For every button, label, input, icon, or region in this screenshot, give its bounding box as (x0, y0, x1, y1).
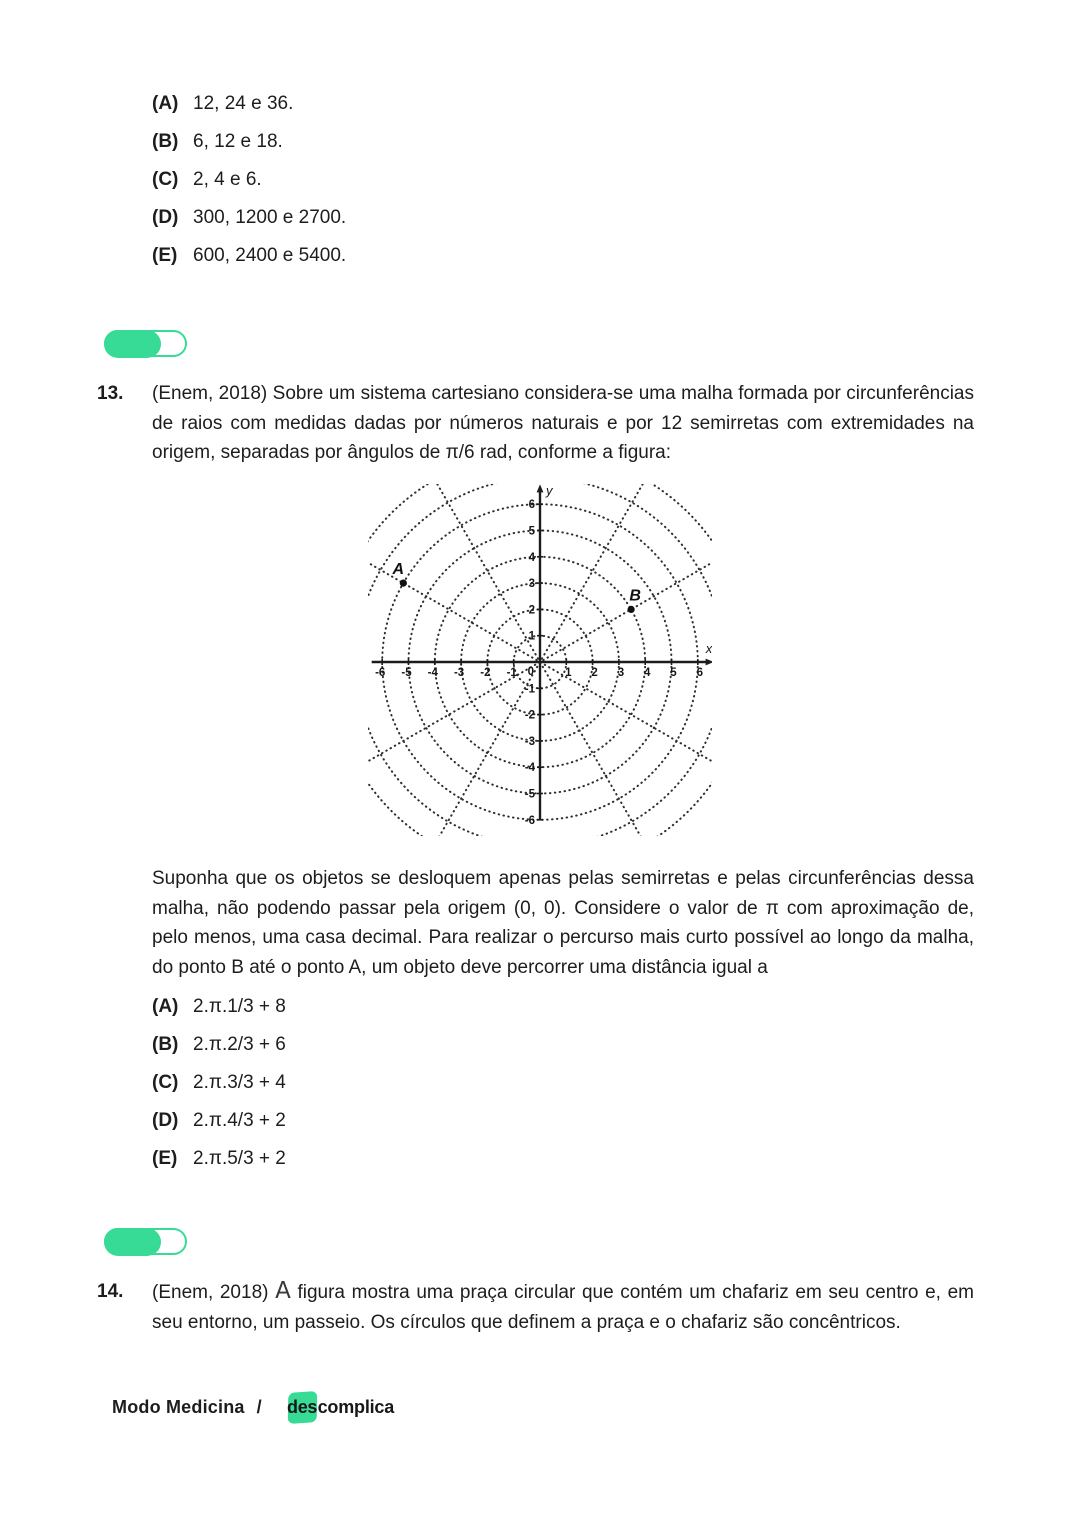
option-letter: (A) (152, 996, 179, 1017)
answer-toggle[interactable] (104, 330, 187, 357)
y-tick-label: -4 (524, 762, 535, 775)
x-tick-label: -3 (453, 667, 465, 679)
option-text: 2, 4 e 6. (193, 169, 262, 190)
x-tick-label: 6 (696, 667, 704, 679)
point-A (400, 580, 407, 587)
y-tick-label: 5 (528, 525, 535, 538)
option-row-d (152, 206, 346, 230)
option-text: 2.π.4/3 + 2 (193, 1110, 286, 1131)
question-number: 13. (97, 383, 124, 404)
x-tick-label: -1 (506, 667, 517, 679)
y-tick-label: 1 (528, 630, 535, 643)
x-tick-label: -4 (427, 667, 438, 679)
x-tick-label: -2 (480, 667, 491, 679)
toggle-fill (104, 330, 161, 358)
option-letter: (C) (152, 1072, 179, 1093)
statement-prefix: (Enem, 2018) (152, 1282, 276, 1303)
option-text: 2.π.1/3 + 8 (193, 996, 286, 1017)
x-tick-label: 5 (670, 667, 677, 679)
option-letter: (A) (152, 93, 179, 114)
option-row-b (152, 130, 346, 154)
option-text: 12, 24 e 36. (193, 93, 294, 114)
question-statement: (Enem, 2018) Sobre um sistema cartesiano considera-se uma malha formada por circunferências de raios com medidas dadas por números naturais e por 12 semirretas com extremidades na origem, separadas por ângulos de π/6 rad, conforme a figura: (152, 383, 974, 463)
answer-toggle[interactable] (104, 1228, 187, 1255)
y-tick-label: -5 (524, 788, 535, 801)
y-axis-label: y (546, 484, 553, 498)
x-tick-label: 4 (643, 667, 651, 679)
question-13-continuation: Suponha que os objetos se desloquem apenas pelas semirretas e pelas circunferências dessa malha, não podendo passar pela origem (0, 0). Considere o valor de π com aproximação de, pelo menos, uma casa decimal. Para realizar o percurso mais curto possível ao longo da malha, do ponto B até o ponto A, um objeto deve percorrer uma distância igual a (152, 868, 974, 978)
footer-separator: / (256, 1397, 262, 1417)
point-B (628, 606, 635, 613)
x-axis-label: x (705, 641, 712, 656)
option-row-a (152, 92, 346, 116)
statement-big-letter: A (275, 1278, 291, 1304)
page-footer (112, 1392, 394, 1423)
option-letter: (E) (152, 245, 178, 266)
option-row-e (152, 244, 346, 268)
option-letter: (C) (152, 169, 179, 190)
question-number: 14. (97, 1281, 124, 1302)
question-statement (152, 1277, 974, 1337)
previous-question-options (152, 92, 346, 282)
polar-grid-figure (368, 484, 712, 836)
question-figure (368, 484, 712, 836)
footer-course-label: Modo Medicina (112, 1397, 245, 1417)
question-13-options (152, 995, 286, 1185)
question-14 (97, 1277, 974, 1337)
x-tick-label: 3 (617, 667, 625, 679)
x-tick-label: -6 (375, 667, 386, 679)
y-tick-label: 3 (528, 578, 535, 591)
point-label-A: A (392, 561, 405, 579)
option-letter: (E) (152, 1148, 178, 1169)
y-tick-label: -3 (524, 735, 535, 748)
logo-des-text: des (287, 1397, 318, 1417)
option-row-a (152, 995, 286, 1019)
y-tick-label: 4 (528, 551, 535, 564)
option-row-c (152, 168, 346, 192)
option-letter: (B) (152, 131, 179, 152)
x-tick-label: 1 (565, 667, 572, 679)
descomplica-logo-tile (287, 1391, 316, 1424)
x-tick-label: 2 (591, 667, 598, 679)
option-text: 2.π.5/3 + 2 (193, 1148, 286, 1169)
option-letter: (B) (152, 1034, 179, 1055)
option-text: 300, 1200 e 2700. (193, 207, 347, 228)
y-axis-arrow (537, 484, 544, 492)
option-row-c (152, 1071, 286, 1095)
option-text: 2.π.3/3 + 4 (193, 1072, 286, 1093)
y-tick-label: -6 (524, 814, 535, 827)
point-label-B: B (629, 587, 641, 605)
logo-complica-text: complica (317, 1397, 395, 1417)
option-row-e (152, 1147, 286, 1171)
descomplica-logo[interactable] (288, 1392, 394, 1423)
statement-rest: figura mostra uma praça circular que contém um chafariz em seu centro e, em seu entorno, um passeio. Os círculos que definem a praça e o chafariz são concêntricos. (152, 1282, 974, 1333)
x-axis-arrow (706, 659, 712, 666)
y-tick-label: -2 (524, 709, 535, 722)
y-tick-label: -1 (524, 683, 535, 696)
toggle-fill (104, 1228, 161, 1256)
option-row-b (152, 1033, 286, 1057)
option-text: 2.π.2/3 + 6 (193, 1034, 286, 1055)
option-letter: (D) (152, 207, 179, 228)
x-tick-label-0: 0 (527, 666, 534, 678)
option-text: 6, 12 e 18. (193, 131, 283, 152)
option-text: 600, 2400 e 5400. (193, 245, 347, 266)
x-tick-label: -5 (401, 667, 412, 679)
y-tick-label: 2 (528, 604, 535, 617)
option-letter: (D) (152, 1110, 179, 1131)
y-tick-label: 6 (528, 499, 535, 512)
question-13 (97, 379, 974, 468)
option-row-d (152, 1109, 286, 1133)
